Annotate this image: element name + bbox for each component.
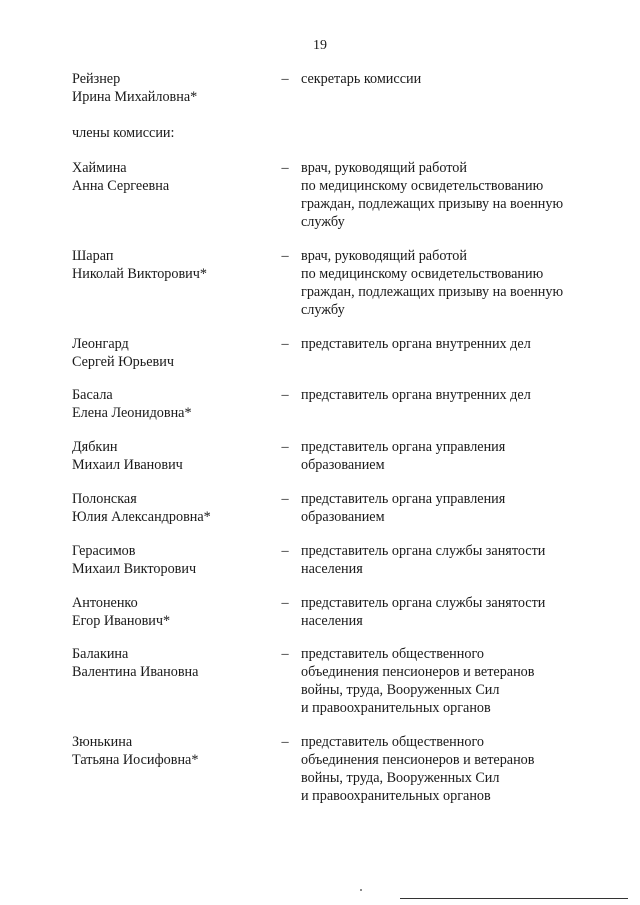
member-name <box>72 386 272 422</box>
member-role <box>301 70 601 88</box>
role-line: населения <box>301 613 363 629</box>
member-name <box>72 490 272 526</box>
separator-dash: – <box>281 387 289 403</box>
role-line: и правоохранительных органов <box>301 700 491 716</box>
member-name <box>72 335 272 371</box>
member-surname: Шарап <box>72 248 114 264</box>
role-line: по медицинскому освидетельствованию <box>301 266 544 282</box>
footer-rule <box>400 898 628 899</box>
member-name <box>72 733 272 769</box>
member-name <box>72 438 272 474</box>
member-name <box>72 594 272 630</box>
member-given-names: Юлия Александровна* <box>72 509 211 525</box>
member-surname: Хаймина <box>72 160 127 176</box>
member-name <box>72 247 272 283</box>
role-line: службу <box>301 214 345 230</box>
role-line: и правоохранительных органов <box>301 788 491 804</box>
role-line: граждан, подлежащих призыву на военную <box>301 284 564 300</box>
role-line: объединения пенсионеров и ветеранов <box>301 752 535 768</box>
separator-dash: – <box>281 439 289 455</box>
member-role <box>301 594 601 630</box>
member-surname: Зюнькина <box>72 734 133 750</box>
separator-dash: – <box>281 336 289 352</box>
role-line: представитель общественного <box>301 734 485 750</box>
member-surname: Леонгард <box>72 336 129 352</box>
member-given-names: Анна Сергеевна <box>72 178 170 194</box>
role-line: секретарь комиссии <box>301 71 422 87</box>
members-heading: члены комиссии: <box>72 125 175 141</box>
separator-dash: – <box>281 160 289 176</box>
role-line: представитель органа службы занятости <box>301 543 546 559</box>
scan-mark <box>360 889 362 891</box>
role-line: по медицинскому освидетельствованию <box>301 178 544 194</box>
member-given-names: Николай Викторович* <box>72 266 208 282</box>
role-line: образованием <box>301 509 385 525</box>
role-line: представитель органа управления <box>301 491 506 507</box>
role-line: службу <box>301 302 345 318</box>
separator-dash: – <box>281 543 289 559</box>
page-number: 19 <box>313 38 327 53</box>
member-role <box>301 247 601 319</box>
member-name <box>72 70 272 106</box>
member-role <box>301 542 601 578</box>
member-surname: Полонская <box>72 491 137 507</box>
member-role <box>301 490 601 526</box>
role-line: врач, руководящий работой <box>301 248 467 264</box>
member-surname: Басала <box>72 387 113 403</box>
role-line: представитель органа управления <box>301 439 506 455</box>
member-given-names: Ирина Михайловна* <box>72 89 198 105</box>
member-given-names: Татьяна Иосифовна* <box>72 752 199 768</box>
role-line: объединения пенсионеров и ветеранов <box>301 664 535 680</box>
role-line: населения <box>301 561 363 577</box>
member-name <box>72 159 272 195</box>
member-surname: Балакина <box>72 646 129 662</box>
role-line: представитель органа службы занятости <box>301 595 546 611</box>
member-role <box>301 438 601 474</box>
separator-dash: – <box>281 71 289 87</box>
role-line: войны, труда, Вооруженных Сил <box>301 682 500 698</box>
member-surname: Дябкин <box>72 439 118 455</box>
role-line: войны, труда, Вооруженных Сил <box>301 770 500 786</box>
member-given-names: Валентина Ивановна <box>72 664 199 680</box>
separator-dash: – <box>281 646 289 662</box>
member-role <box>301 733 601 805</box>
member-surname: Герасимов <box>72 543 136 559</box>
member-role <box>301 159 601 231</box>
member-surname: Рейзнер <box>72 71 121 87</box>
separator-dash: – <box>281 734 289 750</box>
member-given-names: Михаил Иванович <box>72 457 183 473</box>
member-role <box>301 335 601 353</box>
member-surname: Антоненко <box>72 595 138 611</box>
member-role <box>301 645 601 717</box>
role-line: врач, руководящий работой <box>301 160 467 176</box>
role-line: образованием <box>301 457 385 473</box>
role-line: представитель органа внутренних дел <box>301 336 531 352</box>
member-given-names: Елена Леонидовна* <box>72 405 192 421</box>
member-given-names: Егор Иванович* <box>72 613 171 629</box>
member-role <box>301 386 601 404</box>
member-given-names: Михаил Викторович <box>72 561 197 577</box>
separator-dash: – <box>281 595 289 611</box>
member-name <box>72 645 272 681</box>
member-name <box>72 542 272 578</box>
role-line: представитель органа внутренних дел <box>301 387 531 403</box>
separator-dash: – <box>281 248 289 264</box>
separator-dash: – <box>281 491 289 507</box>
role-line: представитель общественного <box>301 646 485 662</box>
role-line: граждан, подлежащих призыву на военную <box>301 196 564 212</box>
member-given-names: Сергей Юрьевич <box>72 354 174 370</box>
